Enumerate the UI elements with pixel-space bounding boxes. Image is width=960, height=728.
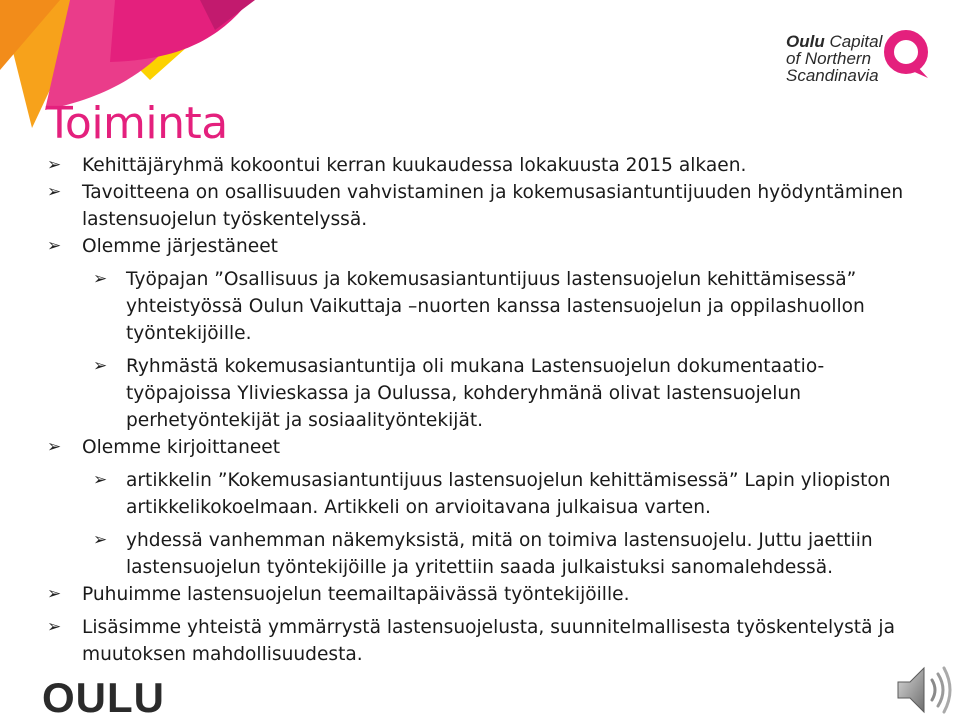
oulu-capital-brand [786,33,882,84]
bullet-item [46,179,926,233]
bullet-text: Puhuimme lastensuojelun teemailtapäivässä työntekijöille. [82,584,630,605]
bullet-item [46,434,926,461]
bullet-text: Työpajan ”Osallisuus ja kokemusasiantuntijuus lastensuojelun kehittämisessä” yhteistyössä Oulun Vaikuttaja –nuorten kanssa lastensuojelun ja oppilashuollon työntekijöille. [126,269,865,344]
arrow-bullet-icon: ➢ [47,617,62,637]
sub-bullet-item [46,353,926,434]
bullet-item [46,233,926,260]
bullet-text: Ryhmästä kokemusasiantuntija oli mukana Lastensuojelun dokumentaatio-työpajoissa Ylivieskassa ja Oulussa, kohderyhmänä olivat lastensuojelun perhetyöntekijät ja sosiaalityöntekijät. [126,356,825,431]
brand-line1: Capital [824,32,883,51]
arrow-bullet-icon: ➢ [47,155,62,175]
sub-bullet-item [46,266,926,347]
arrow-bullet-icon: ➢ [47,437,62,457]
bullet-item [46,581,926,608]
slide-content [46,152,926,668]
bullet-item [46,614,926,668]
bullet-text: Lisäsimme yhteistä ymmärrystä lastensuojelusta, suunnitelmallisesta työskentelystä ja muutoksen mahdollisuudesta. [82,617,895,665]
oulu-speech-bubble-icon [880,28,932,80]
arrow-bullet-icon: ➢ [93,470,108,490]
bullet-text: artikkelin ”Kokemusasiantuntijuus lastensuojelun kehittämisessä” Lapin yliopiston artikkelikokoelmaan. Artikkeli on arvioitavana julkaisua varten. [126,470,891,518]
sub-bullet-item [46,527,926,581]
arrow-bullet-icon: ➢ [47,182,62,202]
bullet-item [46,152,926,179]
arrow-bullet-icon: ➢ [47,236,62,256]
brand-line2: of Northern [786,49,872,68]
slide-title: Toiminta [46,98,228,149]
bullet-text: Tavoitteena on osallisuuden vahvistaminen ja kokemusasiantuntijuuden hyödyntäminen lastensuojelun työskentelyssä. [82,182,904,230]
speaker-icon[interactable] [892,658,956,722]
arrow-bullet-icon: ➢ [93,530,108,550]
bullet-text: Olemme järjestäneet [82,236,278,257]
oulu-logo: OULU [42,674,165,721]
arrow-bullet-icon: ➢ [47,584,62,604]
bullet-text: yhdessä vanhemman näkemyksistä, mitä on toimiva lastensuojelu. Juttu jaettiin lastensuojelun työntekijöille ja yritettiin saada julkaistuksi sanomalehdessä. [126,530,873,578]
bullet-text: Kehittäjäryhmä kokoontui kerran kuukaudessa lokakuusta 2015 alkaen. [82,155,747,176]
sub-bullet-item [46,467,926,521]
arrow-bullet-icon: ➢ [93,356,108,376]
brand-line3: Scandinavia [786,66,879,85]
brand-city: Oulu [786,32,825,51]
bullet-text: Olemme kirjoittaneet [82,437,281,458]
arrow-bullet-icon: ➢ [93,269,108,289]
